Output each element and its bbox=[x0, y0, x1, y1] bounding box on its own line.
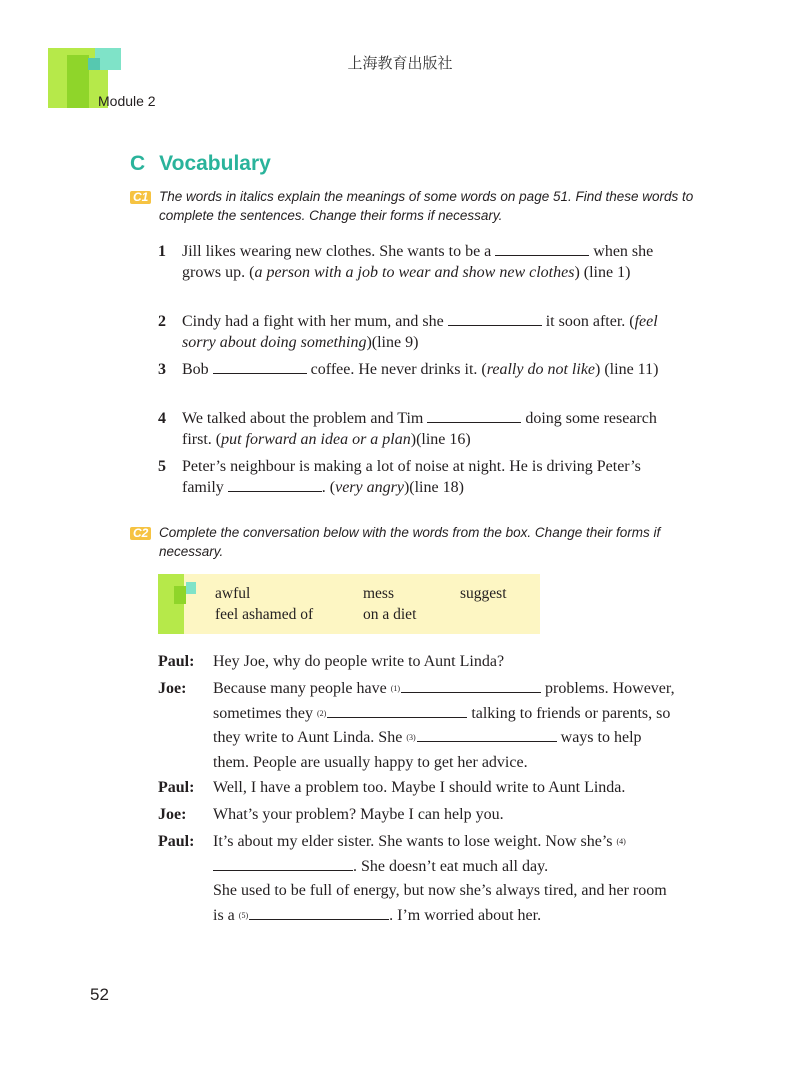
line-reference: ) (line 1) bbox=[574, 264, 631, 281]
question-text: doing some research first. ( bbox=[182, 410, 657, 448]
dialogue-line bbox=[158, 776, 678, 801]
question-hint: very angry bbox=[335, 479, 404, 496]
answer-blank-5[interactable] bbox=[228, 477, 322, 492]
dialogue-line bbox=[158, 677, 678, 775]
question-text: Cindy had a fight with her mum, and she bbox=[182, 313, 448, 330]
c1-question-2 bbox=[158, 311, 678, 353]
c1-instruction: The words in italics explain the meanings of some words on page 51. Find these words to complete the sentences. Change their forms if necessary. bbox=[159, 189, 694, 223]
blank-number: (1) bbox=[390, 684, 401, 693]
line-reference: )(line 9) bbox=[366, 334, 419, 351]
question-text: Jill likes wearing new clothes. She wants to be a bbox=[182, 243, 496, 260]
question-text: coffee. He never drinks it. ( bbox=[306, 361, 487, 378]
speaker-name: Joe: bbox=[158, 806, 187, 823]
blank-number: (2) bbox=[316, 708, 327, 718]
speaker-name: Joe: bbox=[158, 680, 187, 697]
blank-number: (3) bbox=[406, 733, 416, 742]
dialogue-text: It’s about my elder sister. She wants to lose weight. Now she’s bbox=[213, 833, 617, 850]
blank-number: (4) bbox=[616, 837, 626, 846]
word-option: on a diet bbox=[363, 606, 417, 623]
word-box-decoration bbox=[174, 586, 186, 604]
section-letter: C bbox=[130, 152, 146, 175]
dialogue-text: Because many people have bbox=[213, 680, 391, 697]
dialogue-blank-4[interactable] bbox=[213, 856, 353, 871]
line-reference: )(line 16) bbox=[410, 431, 471, 448]
section-heading bbox=[130, 152, 271, 176]
dialogue-text: She used to be full of energy, but now she’s always tired, and her room is a bbox=[213, 882, 667, 924]
dialogue-line bbox=[158, 803, 678, 828]
speaker-name: Paul: bbox=[158, 653, 195, 670]
dialogue-text: Well, I have a problem too. Maybe I should write to Aunt Linda. bbox=[213, 779, 626, 796]
word-option: feel ashamed of bbox=[215, 606, 314, 623]
dialogue-blank-1[interactable] bbox=[401, 678, 541, 693]
question-number: 3 bbox=[158, 361, 166, 378]
line-reference: ) (line 11) bbox=[595, 361, 659, 378]
question-hint: a person with a job to wear and show new clothes bbox=[254, 264, 575, 281]
c1-question-5 bbox=[158, 456, 678, 498]
question-hint: put forward an idea or a plan bbox=[221, 431, 411, 448]
c2-instruction: Complete the conversation below with the words from the box. Change their forms if necessary. bbox=[159, 525, 661, 559]
dialogue-text: ways to help them. People are usually happy to get her advice. bbox=[213, 729, 642, 771]
exercise-badge-c1: C1 bbox=[130, 191, 151, 204]
dialogue-blank-3[interactable] bbox=[417, 727, 557, 742]
word-box-decoration bbox=[158, 574, 184, 634]
question-text: Bob bbox=[182, 361, 213, 378]
publisher-name: 上海教育出版社 bbox=[347, 54, 453, 72]
dialogue-line bbox=[158, 650, 678, 675]
question-text: it soon after. ( bbox=[541, 313, 635, 330]
question-hint: feel sorry about doing something bbox=[182, 313, 658, 351]
question-number: 4 bbox=[158, 410, 166, 427]
c1-question-4 bbox=[158, 408, 678, 450]
c1-question-3 bbox=[158, 359, 678, 380]
module-label: Module 2 bbox=[98, 93, 156, 109]
c1-question-1 bbox=[158, 241, 678, 283]
dialogue-text: talking to friends or parents, so they write to Aunt Linda. She bbox=[213, 704, 671, 746]
dialogue-text: Hey Joe, why do people write to Aunt Linda? bbox=[213, 653, 505, 670]
question-hint: really do not like bbox=[486, 361, 596, 378]
blank-number: (5) bbox=[238, 910, 249, 920]
question-text: We talked about the problem and Tim bbox=[182, 410, 428, 427]
speaker-name: Paul: bbox=[158, 833, 195, 850]
question-number: 1 bbox=[158, 243, 166, 260]
dialogue-text: What’s your problem? Maybe I can help you. bbox=[213, 806, 504, 823]
word-box-decoration bbox=[186, 582, 196, 594]
question-text: . ( bbox=[321, 479, 336, 496]
dialogue-blank-5[interactable] bbox=[249, 905, 389, 920]
question-text: when she grows up. ( bbox=[182, 243, 654, 281]
exercise-badge-c2: C2 bbox=[130, 527, 151, 540]
line-reference: )(line 18) bbox=[403, 479, 464, 496]
question-text: Peter’s neighbour is making a lot of noise at night. He is driving Peter’s family bbox=[182, 458, 641, 496]
page-number: 52 bbox=[90, 985, 109, 1004]
dialogue-line bbox=[158, 830, 678, 928]
word-option: awful bbox=[215, 585, 251, 602]
word-option: mess bbox=[363, 585, 394, 602]
question-number: 5 bbox=[158, 458, 166, 475]
dialogue-blank-2[interactable] bbox=[327, 703, 467, 718]
section-title: Vocabulary bbox=[159, 152, 271, 175]
answer-blank-2[interactable] bbox=[448, 311, 542, 326]
answer-blank-3[interactable] bbox=[213, 359, 307, 374]
word-option: suggest bbox=[460, 585, 507, 602]
dialogue-text: problems. However, sometimes they bbox=[213, 680, 675, 722]
dialogue-text: . I’m worried about her. bbox=[389, 906, 542, 924]
word-box bbox=[158, 574, 540, 634]
dialogue-text: . She doesn’t eat much all day. bbox=[353, 857, 549, 875]
answer-blank-4[interactable] bbox=[427, 408, 521, 423]
answer-blank-1[interactable] bbox=[495, 241, 589, 256]
speaker-name: Paul: bbox=[158, 779, 195, 796]
question-number: 2 bbox=[158, 313, 166, 330]
